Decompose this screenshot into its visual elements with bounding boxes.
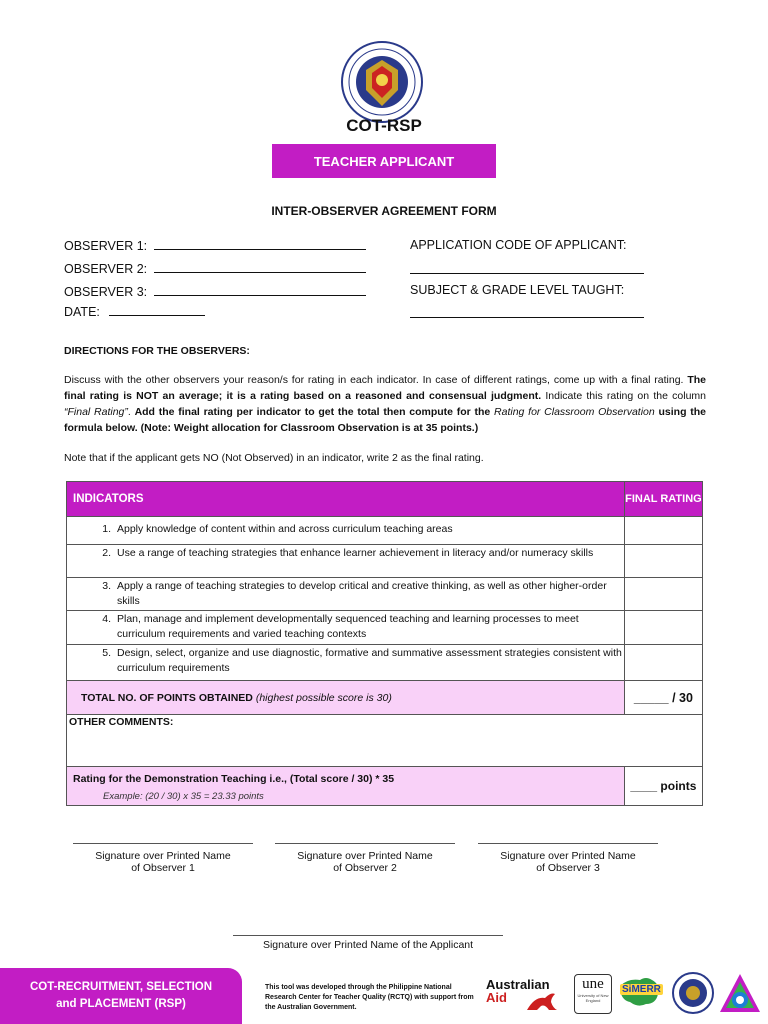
- indicator-number: 1.: [102, 523, 111, 535]
- indicator-text: Plan, manage and implement developmentally sequenced teaching and learning processes to meet curriculum requirements and varied teaching contexts: [117, 613, 579, 640]
- indicators-table: [66, 481, 703, 806]
- observer2-line[interactable]: [154, 261, 366, 273]
- directions-heading: DIRECTIONS FOR THE OBSERVERS:: [64, 345, 250, 357]
- observer1-field[interactable]: OBSERVER 1:: [64, 238, 366, 253]
- total-label: TOTAL NO. OF POINTS OBTAINED: [81, 691, 253, 704]
- indicator-number: 2.: [102, 547, 111, 559]
- form-code-title: COT-RSP: [346, 116, 422, 135]
- indicator-text: Apply knowledge of content within and across curriculum teaching areas: [117, 523, 453, 535]
- indicator-number: 5.: [102, 647, 111, 659]
- table-row: [67, 611, 703, 645]
- simerr-logo: SiMERR: [614, 974, 664, 1010]
- rctq-swirl-logo: [718, 972, 762, 1016]
- observer2-signature-line[interactable]: [275, 843, 455, 844]
- applicant-signature-label: Signature over Printed Name of the Applicant: [262, 939, 474, 951]
- footer-rsp-banner: COT-RECRUITMENT, SELECTION and PLACEMENT (RSP): [0, 968, 242, 1024]
- directions-paragraph: Discuss with the other observers your reason/s for rating in each indicator. In case of different ratings, come up with a final rating. The final rating is NOT an average; it is a rating based on a reasoned and consensual judgment. Indicate this rating on the column “Final Rating”. Add the final rating per indicator to get the total then compute for the Rating for Classroom Observation using the formula below. (Note: Weight allocation for Classroom Observation is at 35 points.): [64, 374, 707, 434]
- observer1-signature-line[interactable]: [73, 843, 253, 844]
- indicator-text: Use a range of teaching strategies that enhance learner achievement in literacy and/or numeracy skills: [117, 547, 594, 559]
- observer2-field[interactable]: OBSERVER 2:: [64, 261, 366, 276]
- form-title: INTER-OBSERVER AGREEMENT FORM: [271, 204, 497, 218]
- indicator-number: 3.: [102, 580, 111, 592]
- kangaroo-icon: [525, 990, 559, 1012]
- observer1-line[interactable]: [154, 238, 366, 250]
- other-comments-box[interactable]: [67, 715, 703, 767]
- final-rating-cell[interactable]: [624, 517, 702, 545]
- table-row: [67, 545, 703, 578]
- australian-aid-logo: Australian Aid: [486, 977, 550, 1005]
- observer3-signature-label: Signature over Printed Name of Observer 3: [500, 850, 636, 874]
- total-note: (highest possible score is 30): [255, 691, 392, 704]
- deped-seal-logo: [340, 40, 424, 124]
- comments-row: [67, 715, 703, 767]
- final-rating-cell[interactable]: [624, 645, 702, 681]
- table-row: [67, 645, 703, 681]
- une-logo: une University of New England: [574, 974, 612, 1014]
- table-row: [67, 578, 703, 611]
- final-rating-cell[interactable]: [624, 578, 702, 611]
- final-rating-column-header: FINAL RATING: [624, 482, 702, 517]
- final-rating-cell[interactable]: [624, 545, 702, 578]
- indicators-column-header: INDICATORS: [67, 482, 625, 517]
- subject-grade-line[interactable]: [410, 306, 644, 318]
- indicator-number: 4.: [102, 613, 111, 625]
- observer3-field[interactable]: OBSERVER 3:: [64, 284, 366, 299]
- rctq-seal-logo: [672, 972, 714, 1014]
- total-value-cell[interactable]: _____ / 30: [624, 681, 702, 715]
- rating-row: [67, 767, 703, 806]
- table-row: [67, 517, 703, 545]
- directions-note: Note that if the applicant gets NO (Not Observed) in an indicator, write 2 as the final rating.: [64, 452, 484, 464]
- footer-credit-note: This tool was developed through the Philippine National Research Center for Teacher Quality (RCTQ) with support from the Australian Government.: [265, 984, 474, 1011]
- application-code-label: APPLICATION CODE OF APPLICANT:: [410, 238, 627, 252]
- date-field[interactable]: DATE:: [64, 304, 205, 319]
- subject-grade-label: SUBJECT & GRADE LEVEL TAUGHT:: [410, 283, 625, 297]
- observer1-signature-label: Signature over Printed Name of Observer 1: [95, 850, 231, 874]
- total-row: [67, 681, 703, 715]
- other-comments-label: OTHER COMMENTS:: [69, 716, 174, 728]
- indicator-text: Apply a range of teaching strategies to develop critical and creative thinking, as well as other higher-order skills: [117, 580, 607, 607]
- rating-points-cell[interactable]: ____ points: [624, 767, 702, 806]
- observer2-signature-label: Signature over Printed Name of Observer 2: [297, 850, 433, 874]
- date-line[interactable]: [109, 304, 205, 316]
- indicator-text: Design, select, organize and use diagnostic, formative and summative assessment strategies consistent with curriculum requirements: [117, 647, 622, 674]
- applicant-type-banner: TEACHER APPLICANT: [272, 144, 496, 178]
- observer3-line[interactable]: [154, 284, 366, 296]
- table-header-row: [67, 482, 703, 517]
- rating-example: Example: (20 / 30) x 35 = 23.33 points: [103, 791, 264, 802]
- rating-formula-label: Rating for the Demonstration Teaching i.e., (Total score / 30) * 35: [73, 773, 395, 785]
- final-rating-cell[interactable]: [624, 611, 702, 645]
- observer3-signature-line[interactable]: [478, 843, 658, 844]
- application-code-line[interactable]: [410, 262, 644, 274]
- applicant-signature-line[interactable]: [233, 935, 503, 936]
